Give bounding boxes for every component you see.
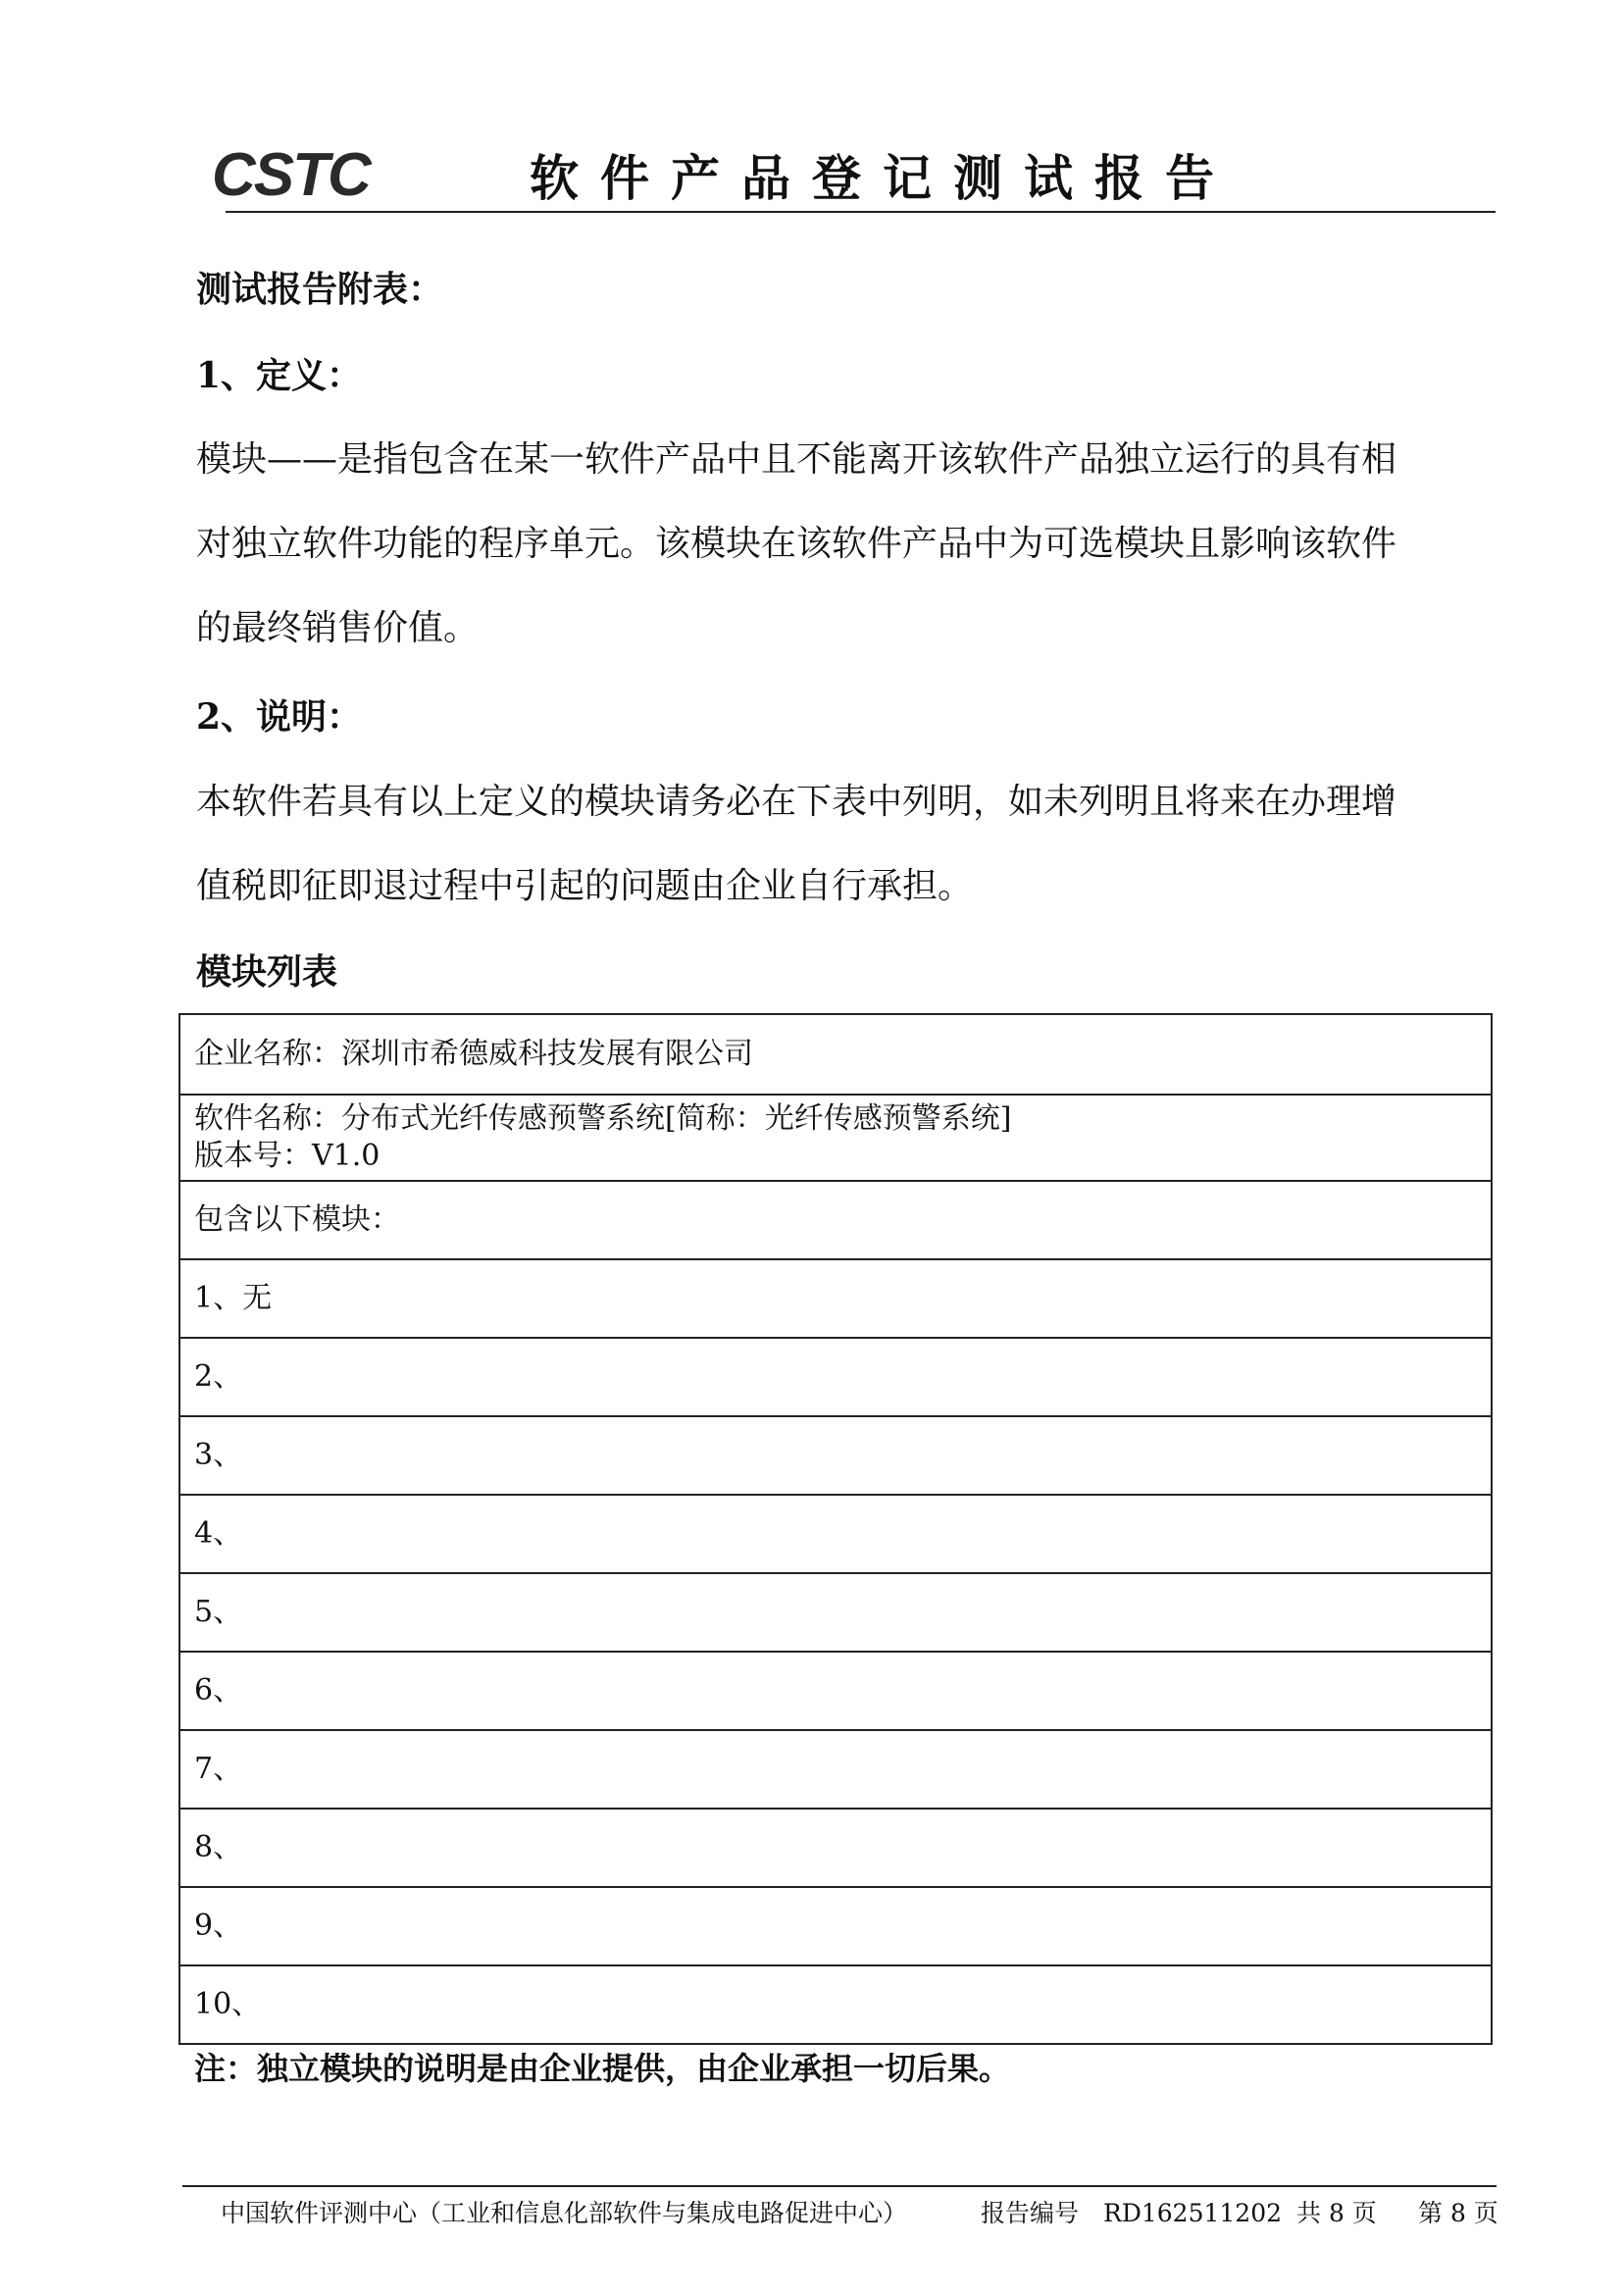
total-pages: 共 8 页 [1296,2199,1377,2227]
module-row: 4、 [179,1495,1492,1573]
disclaimer-note: 注：独立模块的说明是由企业提供，由企业承担一切后果。 [194,2050,1011,2087]
definition-heading: 1、定义： [196,355,363,396]
footer-divider [182,2185,1497,2187]
explanation-line-1: 本软件若具有以上定义的模块请务必在下表中列明，如未列明且将来在办理增 [196,782,1397,822]
module-row: 3、 [179,1416,1492,1495]
software-info-cell [179,1095,1492,1181]
module-row: 8、 [179,1809,1492,1887]
section-title: 测试报告附表： [196,269,444,310]
company-name-cell: 企业名称：深圳市希德威科技发展有限公司 [179,1014,1492,1095]
module-list-title: 模块列表 [196,951,338,993]
definition-line-1: 模块——是指包含在某一软件产品中且不能离开该软件产品独立运行的具有相 [196,439,1397,480]
definition-line-2: 对独立软件功能的程序单元。该模块在该软件产品中为可选模块且影响该软件 [196,524,1397,564]
module-row: 2、 [179,1338,1492,1416]
software-name: 软件名称：分布式光纤传感预警系统[简称：光纤传感预警系统] [194,1101,1012,1136]
header-divider [226,211,1496,213]
module-row: 6、 [179,1652,1492,1730]
modules-label-cell: 包含以下模块： [179,1181,1492,1259]
module-row: 1、无 [179,1259,1492,1338]
module-row: 7、 [179,1730,1492,1809]
explanation-line-2: 值税即征即退过程中引起的问题由企业自行承担。 [196,866,974,906]
current-page: 第 8 页 [1418,2199,1498,2227]
definition-line-3: 的最终销售价值。 [196,608,480,648]
footer-organization: 中国软件评测中心（工业和信息化部软件与集成电路促进中心） [221,2199,908,2227]
module-table [178,1013,1493,2045]
report-number: RD162511202 [1103,2199,1283,2227]
cstc-logo: CSTC [212,141,370,209]
report-title: 软件产品登记测试报告 [530,149,1236,207]
report-number-label: 报告编号 [981,2199,1080,2227]
module-row: 10、 [179,1965,1492,2044]
version-number: 版本号：V1.0 [194,1139,381,1173]
module-row: 9、 [179,1887,1492,1965]
explanation-heading: 2、说明： [196,696,363,738]
module-row: 5、 [179,1573,1492,1652]
